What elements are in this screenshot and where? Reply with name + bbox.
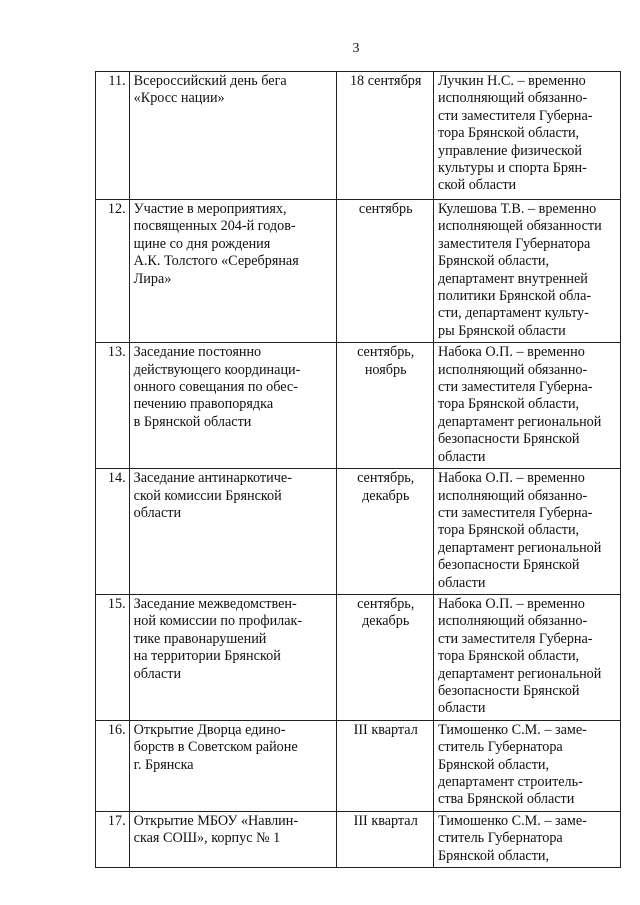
events-table (95, 71, 621, 868)
table-row (96, 720, 621, 811)
event-cell (129, 343, 337, 469)
row-number: 16. (96, 720, 130, 811)
page-number: 3 (352, 41, 360, 56)
responsible-text: Набока О.П. – временно исполняющий обязанно- сти заместителя Губерна- тора Брянской области, департамент региональной безопасности Брянской области (438, 344, 602, 465)
row-number: 17. (96, 811, 130, 867)
event-cell (129, 72, 337, 200)
event-text: Открытие Дворца едино- борств в Советском районе г. Брянска (133, 721, 298, 773)
date-text: сентябрь, декабрь (357, 595, 415, 630)
responsible-text: Тимошенко С.М. – заме- ститель Губернатора Брянской области, (438, 812, 587, 864)
date-cell (337, 811, 434, 867)
table-row (96, 200, 621, 343)
event-cell (129, 200, 337, 343)
event-text: Всероссийский день бега «Кросс нации» (133, 73, 287, 107)
responsible-cell (434, 343, 621, 469)
date-text: III квартал (353, 721, 418, 738)
date-text: сентябрь (358, 201, 413, 217)
responsible-cell (434, 720, 621, 811)
date-cell (337, 72, 434, 200)
responsible-text: Кулешова Т.В. – временно исполняющей обязанности заместителя Губернатора Брянской области, департамент внутренней политики Брянской обла- сти, департамент культу- ры Брянской области (438, 201, 602, 339)
responsible-cell (434, 469, 621, 595)
table-row (96, 72, 621, 200)
responsible-text: Набока О.П. – временно исполняющий обязанно- сти заместителя Губерна- тора Брянской области, департамент региональной безопасности Брянской области (438, 595, 602, 717)
event-text: Заседание постоянно действующего координаци- онного совещания по обес- печению правопорядка в Брянской области (133, 344, 301, 430)
event-text: Участие в мероприятиях, посвященных 204-й годов- щине со дня рождения А.К. Толстого «Серебряная Лира» (133, 201, 299, 287)
event-cell (129, 811, 337, 867)
date-cell (337, 343, 434, 469)
table-row (96, 811, 621, 867)
event-text: Заседание межведомствен- ной комиссии по профилак- тике правонарушений на территории Брянской области (133, 595, 303, 682)
responsible-cell (434, 594, 621, 720)
responsible-cell (434, 811, 621, 867)
responsible-cell (434, 72, 621, 200)
date-cell (337, 720, 434, 811)
event-text: Открытие МБОУ «Навлин- ская СОШ», корпус № 1 (133, 812, 299, 847)
date-text: III квартал (353, 812, 418, 829)
event-text: Заседание антинаркотиче- ской комиссии Брянской области (133, 470, 292, 521)
responsible-cell (434, 200, 621, 343)
row-number: 11. (96, 72, 130, 200)
event-cell (129, 469, 337, 595)
date-text: сентябрь, ноябрь (357, 344, 415, 378)
responsible-text: Набока О.П. – временно исполняющий обязанно- сти заместителя Губерна- тора Брянской области, департамент региональной безопасности Брянской области (438, 470, 602, 591)
table-row (96, 594, 621, 720)
date-cell (337, 469, 434, 595)
row-number: 13. (96, 343, 130, 469)
row-number: 15. (96, 594, 130, 720)
date-cell (337, 594, 434, 720)
responsible-text: Лучкин Н.С. – временно исполняющий обязанно- сти заместителя Губерна- тора Брянской области, управление физической культуры и спорта Брян- ской области (438, 73, 593, 194)
event-cell (129, 594, 337, 720)
date-text: 18 сентября (349, 73, 422, 89)
table-row (96, 469, 621, 595)
row-number: 12. (96, 200, 130, 343)
responsible-text: Тимошенко С.М. – заме- ститель Губернатора Брянской области, департамент строитель- ства Брянской области (438, 721, 587, 808)
row-number: 14. (96, 469, 130, 595)
date-text: сентябрь, декабрь (357, 470, 415, 504)
table-row (96, 343, 621, 469)
date-cell (337, 200, 434, 343)
event-cell (129, 720, 337, 811)
